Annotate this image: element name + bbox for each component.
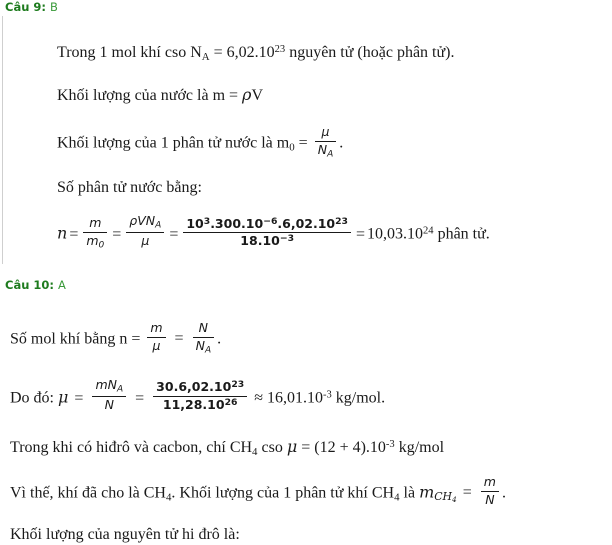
q10-l1-f2-den-n: N — [195, 337, 205, 353]
q9-l1-text-b: = 6,02.10 — [209, 44, 275, 62]
q10-l4-m-variable: m — [419, 482, 435, 502]
q9-eq-f3-num-c: .6,02.10 — [277, 215, 336, 231]
q9-eq-f1-den-sub: 0 — [98, 240, 105, 251]
q9-eq-f3-num-a: 10 — [186, 215, 204, 231]
q9-eq-equals-2: = — [112, 225, 122, 243]
q10-l5-text: Khối lượng của nguyên tử hi đrô là: — [10, 526, 240, 544]
q10-l2-f2-den-sup: 26 — [224, 397, 238, 409]
q10-l2-fraction-2 — [153, 380, 247, 413]
q9-l2-text-a: Khối lượng của nước là m = — [57, 87, 243, 105]
question-10-line-1 — [0, 321, 612, 356]
q10-l2-f2-den-a: 11,28.10 — [162, 397, 225, 413]
q10-l3-text-a: Trong khi có hiđrô và cacbon, chí CH — [10, 439, 253, 457]
q9-eq-result-sup: 24 — [423, 225, 434, 237]
q9-l1-sub-a: A — [201, 51, 210, 64]
q10-l2-result-a: 16,01.10 — [266, 389, 323, 407]
q9-l2-rho-symbol: ρ — [242, 85, 252, 105]
q10-l1-text-a: Số mol khí bằng n = — [10, 330, 145, 348]
q9-eq-result-a: 10,03.10 — [367, 225, 424, 243]
q10-l1-f2-denominator — [193, 337, 215, 356]
q10-l3-text-d: kg/mol — [394, 439, 445, 457]
q10-l4-text-c: là — [399, 484, 420, 502]
question-10-line-2 — [0, 378, 612, 413]
q10-l4-m-sub-4: 4 — [452, 495, 457, 505]
q9-l2-text-b: V — [251, 87, 263, 105]
q10-l2-f2-num-a: 30.6,02.10 — [156, 379, 232, 395]
q10-l2-equals-1: = — [70, 389, 88, 407]
q10-l2-text-a: Do đó: — [10, 389, 58, 407]
q9-eq-f2-numerator — [126, 214, 164, 232]
question-10-label: Câu 10: — [5, 278, 54, 293]
q9-eq-f3-num-sup-b: −6 — [263, 215, 278, 227]
question-9-line-2 — [0, 85, 612, 106]
q9-eq-variable-n: n — [57, 223, 68, 243]
q9-l4-text: Số phân tử nước bằng: — [57, 178, 202, 196]
question-9-equation — [0, 214, 612, 251]
q9-l3-text-b: = — [294, 134, 312, 152]
q10-l4-m-subscript — [434, 490, 457, 503]
q10-l1-f1-numerator: m — [150, 320, 163, 336]
q9-eq-f1-denominator — [83, 232, 107, 251]
question-9-line-3 — [0, 125, 612, 160]
q9-eq-equals-3: = — [169, 225, 179, 243]
q9-eq-f2-denominator: μ — [126, 232, 164, 249]
q10-l2-f2-denominator — [153, 396, 247, 413]
q10-l4-text-d: . — [501, 484, 506, 502]
q10-l4-fraction — [481, 475, 499, 508]
q9-eq-f1-den-m: m — [86, 233, 99, 249]
question-9-line-1 — [0, 40, 612, 67]
q10-l3-mu-symbol: μ — [286, 437, 298, 457]
q10-l4-sub-a: 4 — [165, 491, 172, 504]
q9-l3-sub-a: 0 — [289, 141, 295, 154]
q9-eq-f3-den-sup: −3 — [279, 233, 295, 245]
q10-l1-fraction-2 — [193, 321, 215, 356]
question-block-9 — [0, 0, 612, 251]
q9-eq-f3-den-a: 18.10 — [240, 233, 280, 249]
q10-l4-text-b: . Khối lượng của 1 phân tử khí CH — [171, 484, 395, 502]
question-9-answer: B — [50, 0, 58, 14]
q9-eq-equals-1: = — [69, 225, 79, 243]
question-block-10 — [0, 278, 612, 545]
question-10-line-5 — [0, 525, 612, 545]
q10-l3-sub-a: 4 — [252, 446, 258, 459]
q10-l1-f2-den-sub: A — [204, 345, 212, 356]
q9-l1-text-c: nguyên tử (hoặc phân tử). — [285, 44, 455, 62]
q9-l3-frac-numerator: μ — [321, 124, 330, 140]
q9-l3-den-n: N — [317, 141, 328, 157]
q10-l2-result-sup: -3 — [322, 389, 332, 401]
q9-eq-f3-num-b: .300.10 — [210, 215, 264, 231]
q9-eq-f3-num-sup-c: 23 — [335, 215, 348, 227]
q9-eq-f3-denominator — [183, 232, 351, 249]
q9-eq-f3-numerator — [183, 217, 351, 233]
question-9-header — [0, 0, 612, 14]
q9-eq-fraction-2 — [126, 214, 164, 249]
question-9-line-4 — [0, 178, 612, 198]
left-vertical-rule — [2, 16, 3, 264]
q9-l3-text-a: Khối lượng của 1 phân tử nước là m — [57, 134, 290, 152]
q10-l2-f2-num-sup: 23 — [231, 379, 245, 391]
question-10-header — [0, 278, 612, 292]
q10-l3-text-c: = (12 + 4).10 — [297, 439, 386, 457]
q10-l1-f1-denominator: μ — [147, 337, 165, 354]
q9-l1-sup-b: 23 — [274, 44, 286, 55]
q10-l4-m-sub-ch: CH — [434, 490, 453, 504]
q10-l2-mu-symbol: μ — [58, 387, 69, 407]
q10-l2-f1-num-sub: A — [116, 384, 124, 395]
q10-l1-fraction-1 — [147, 321, 165, 354]
q9-l3-frac-denominator — [315, 141, 337, 160]
q9-eq-f2-rho: ρ — [129, 212, 138, 228]
q9-l3-den-sub: A — [327, 149, 334, 160]
q10-l1-equals: = — [170, 330, 188, 348]
question-9-label: Câu 9: — [5, 0, 46, 14]
q9-eq-equals-4: = — [355, 225, 366, 243]
q10-l4-equals: = — [458, 484, 476, 502]
q10-l2-result-b: kg/mol. — [331, 389, 386, 407]
q9-eq-fraction-3 — [183, 217, 351, 250]
question-10-line-3 — [0, 435, 612, 462]
question-10-line-4 — [0, 475, 612, 510]
q10-l2-fraction-1 — [92, 378, 126, 413]
q10-l3-text-b: cso — [257, 439, 287, 457]
q9-eq-result-b: phân tử. — [433, 225, 490, 243]
q9-l1-text-a: Trong 1 mol khí cso N — [57, 44, 202, 62]
q10-l2-approx-sign: ≈ — [250, 389, 267, 407]
q9-l3-text-c: . — [339, 134, 344, 152]
q9-eq-f2-sub: A — [155, 220, 162, 231]
q10-l4-frac-numerator: m — [483, 474, 496, 490]
q10-l1-text-b: . — [217, 330, 222, 348]
question-10-answer: A — [58, 278, 66, 293]
q10-l2-f2-numerator — [153, 380, 247, 396]
q10-l2-equals-2: = — [131, 389, 149, 407]
q10-l2-f1-num-mn: mN — [95, 377, 117, 393]
q9-eq-f2-vn: VN — [137, 212, 156, 228]
q10-l3-sup-c: -3 — [385, 438, 395, 450]
q10-l2-f1-denominator: N — [92, 396, 126, 413]
q9-eq-f1-numerator: m — [89, 215, 102, 231]
q10-l1-f2-numerator: N — [198, 320, 209, 336]
q9-l3-fraction — [315, 125, 337, 160]
q9-eq-f3-num-sup-a: 3 — [203, 215, 211, 227]
q10-l2-f1-numerator — [92, 378, 126, 396]
q10-l4-sub-b: 4 — [394, 491, 400, 504]
q10-l4-frac-denominator: N — [481, 491, 499, 508]
q10-l4-text-a: Vì thế, khí đã cho là CH — [10, 484, 166, 502]
q9-eq-fraction-1 — [83, 216, 107, 251]
